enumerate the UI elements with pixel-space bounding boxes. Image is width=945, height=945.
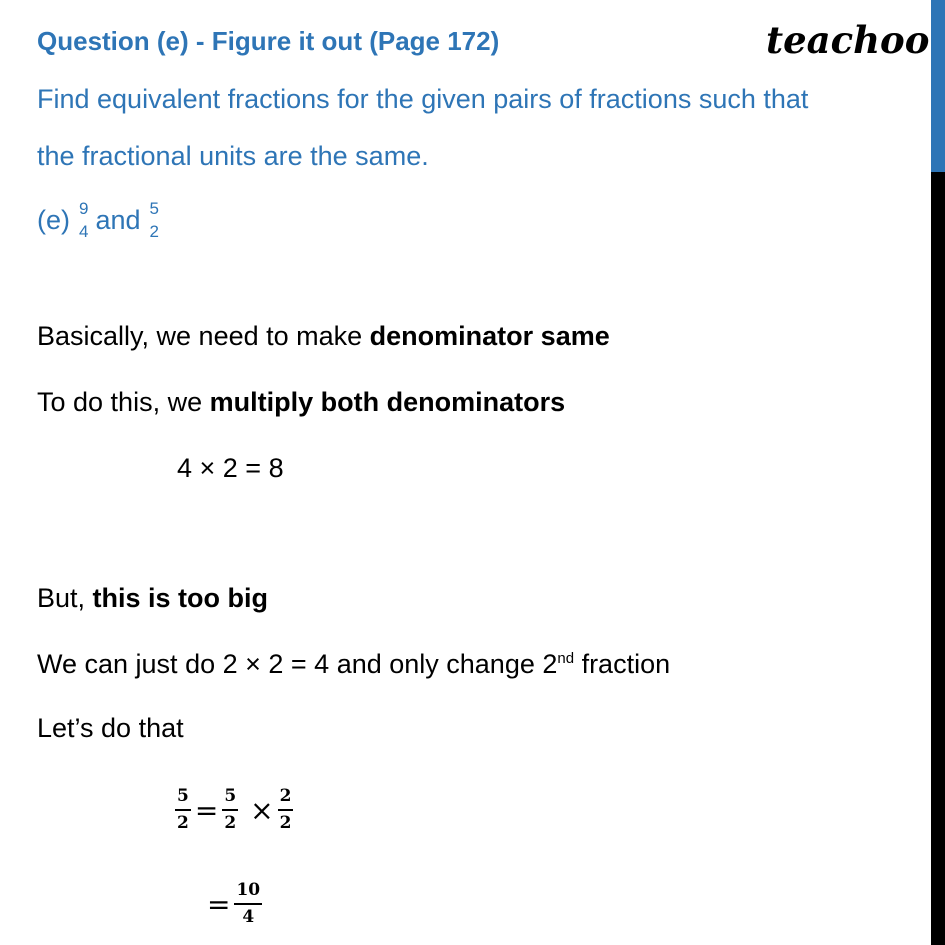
question-title: Question (e) - Figure it out (Page 172)	[37, 26, 500, 56]
equals-sign: =	[207, 887, 231, 921]
fraction-denominator: 4	[242, 907, 255, 927]
fraction-nine-fourths	[78, 200, 89, 240]
fraction-numerator: 5	[222, 788, 238, 811]
bold-segment: this is too big	[92, 583, 269, 613]
sidebar-accent	[931, 0, 945, 172]
solution-line-1	[37, 321, 610, 352]
solution-line-2	[37, 387, 565, 418]
question-line-2: the fractional units are the same.	[37, 141, 429, 171]
fraction-a	[222, 788, 238, 832]
fraction-numerator: 10	[234, 882, 262, 905]
question-part-e	[37, 200, 162, 240]
times-sign: ×	[250, 793, 274, 827]
fraction-denominator: 2	[279, 813, 292, 833]
equals-sign: =	[194, 793, 219, 827]
teachoo-logo: teachoo	[766, 18, 930, 62]
fraction-numerator: 2	[278, 788, 294, 811]
text-segment: fraction	[574, 649, 671, 679]
fraction-denominator: 4	[79, 222, 89, 241]
and-word: and	[95, 204, 141, 235]
equation-step-1	[175, 788, 293, 832]
fraction-numerator: 5	[175, 788, 191, 811]
bold-segment: denominator same	[369, 321, 610, 351]
question-line-1: Find equivalent fractions for the given pairs of fractions such that	[37, 84, 809, 114]
right-sidebar-bar	[931, 0, 945, 945]
text-segment: We can just do 2 × 2 = 4 and only change 2	[37, 649, 558, 679]
text-segment: Basically, we need to make	[37, 321, 370, 351]
solution-line-4	[37, 583, 268, 614]
multiply-equation: 4 × 2 = 8	[177, 453, 284, 483]
fraction-lhs	[175, 788, 191, 832]
solution-line-6: Let’s do that	[37, 713, 184, 743]
fraction-b	[278, 788, 294, 832]
fraction-numerator: 5	[149, 199, 159, 218]
bold-segment: multiply both denominators	[209, 387, 566, 417]
fraction-denominator: 2	[149, 222, 159, 241]
superscript: nd	[557, 650, 575, 667]
text-segment: But,	[37, 583, 93, 613]
fraction-numerator: 9	[79, 199, 89, 218]
solution-line-5	[37, 649, 670, 680]
equation-step-2	[203, 882, 262, 926]
part-label: (e)	[37, 204, 70, 235]
fraction-five-halves	[149, 200, 160, 240]
fraction-denominator: 2	[177, 813, 189, 833]
fraction-result	[234, 882, 262, 926]
fraction-denominator: 2	[224, 813, 237, 833]
text-segment: To do this, we	[37, 387, 210, 417]
